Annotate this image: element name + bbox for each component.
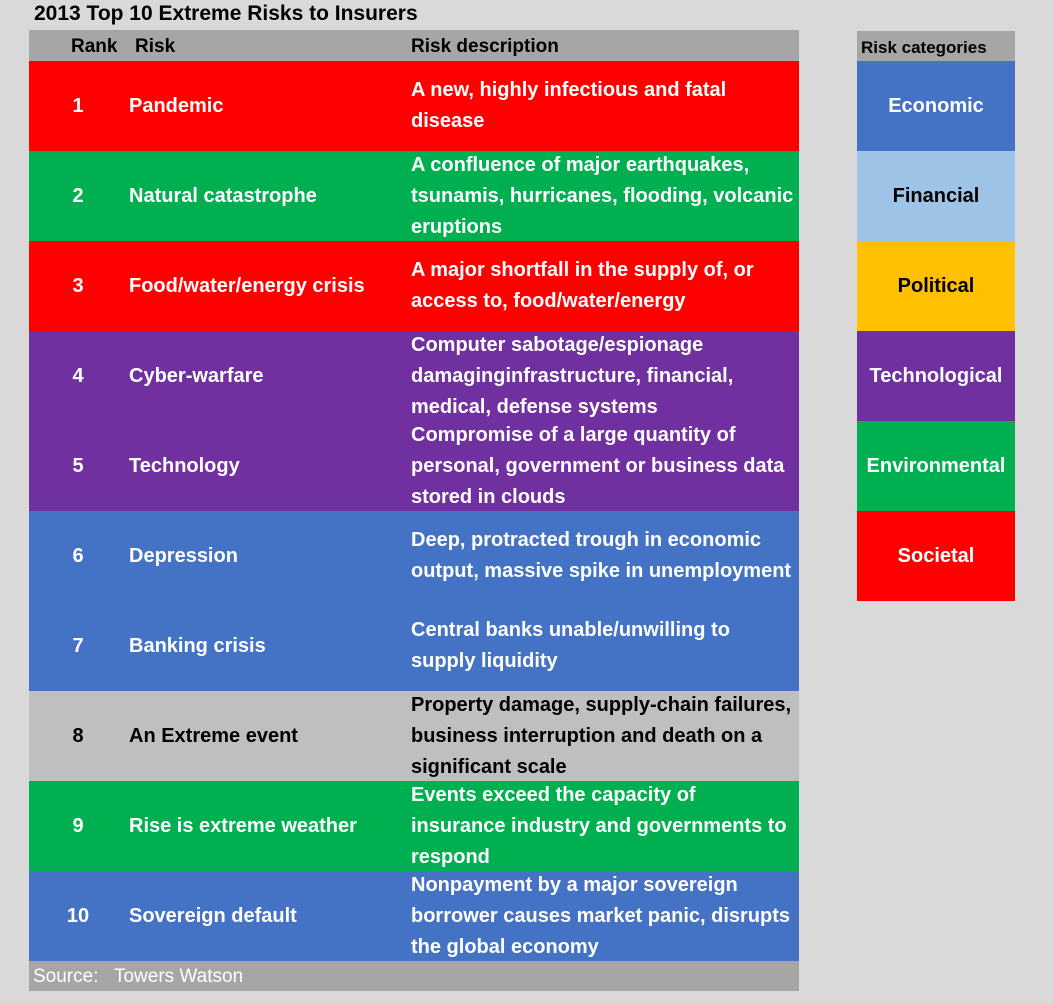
table-row <box>29 871 799 961</box>
risk-cell: Banking crisis <box>129 634 266 657</box>
rank-cell: 10 <box>66 904 90 927</box>
description-cell: A confluence of major earthquakes, tsunamis, hurricanes, flooding, volcanic eruptions <box>411 153 794 238</box>
risk-cell: Sovereign default <box>129 904 297 927</box>
rank-cell: 8 <box>72 724 84 747</box>
description-cell: Computer sabotage/espionage damaginginfrastructure, financial, medical, defense systems <box>411 333 734 418</box>
header-description: Risk description <box>411 36 559 57</box>
risk-cell: Technology <box>129 454 240 477</box>
risk-categories-legend <box>857 31 1015 601</box>
rank-cell: 3 <box>72 274 84 297</box>
risk-cell: Natural catastrophe <box>129 184 317 207</box>
rank-cell: 5 <box>72 454 84 477</box>
rank-cell: 6 <box>72 544 84 567</box>
table-row <box>29 511 799 601</box>
description-cell: Central banks unable/unwilling to supply liquidity <box>411 619 730 672</box>
risk-cell: Food/water/energy crisis <box>129 274 365 297</box>
rank-cell: 2 <box>72 184 84 207</box>
legend-item-technological: Technological <box>857 331 1015 421</box>
table-row <box>29 241 799 331</box>
description-cell: Compromise of a large quantity of personal, government or business data stored in clouds <box>411 423 785 508</box>
rank-cell: 4 <box>72 364 84 387</box>
description-cell: Nonpayment by a major sovereign borrower causes market panic, disrupts the global economy <box>411 873 791 958</box>
legend-item-political: Political <box>857 241 1015 331</box>
table-row <box>29 151 799 241</box>
rank-cell: 9 <box>72 814 84 837</box>
source-note: Source: Towers Watson <box>29 961 799 991</box>
risk-cell: An Extreme event <box>129 724 298 747</box>
risk-cell: Rise is extreme weather <box>129 814 357 837</box>
table-row <box>29 601 799 691</box>
description-cell: Deep, protracted trough in economic output, massive spike in unemployment <box>411 529 792 582</box>
risk-table <box>29 30 799 991</box>
legend-item-economic: Economic <box>857 61 1015 151</box>
legend-item-environmental: Environmental <box>857 421 1015 511</box>
legend-item-societal: Societal <box>857 511 1015 601</box>
table-row <box>29 781 799 871</box>
description-cell: A major shortfall in the supply of, or access to, food/water/energy <box>411 259 754 312</box>
header-rank: Rank <box>71 36 118 57</box>
description-cell: Property damage, supply-chain failures, business interruption and death on a significant scale <box>411 693 792 778</box>
description-cell: A new, highly infectious and fatal disease <box>411 79 727 132</box>
risk-cell: Pandemic <box>129 94 224 117</box>
table-row <box>29 421 799 511</box>
legend-items <box>857 61 1015 601</box>
table-row <box>29 691 799 781</box>
header-risk: Risk <box>135 36 176 57</box>
rank-cell: 1 <box>72 94 84 117</box>
risk-cell: Depression <box>129 544 238 567</box>
table-row <box>29 331 799 421</box>
table-header <box>29 30 799 61</box>
table-row <box>29 61 799 151</box>
description-cell: Events exceed the capacity of insurance industry and governments to respond <box>411 783 787 868</box>
legend-title: Risk categories <box>857 31 1015 61</box>
page-title: 2013 Top 10 Extreme Risks to Insurers <box>34 2 418 25</box>
rank-cell: 7 <box>72 634 84 657</box>
table-body <box>29 61 799 961</box>
risk-cell: Cyber-warfare <box>129 364 264 387</box>
legend-item-financial: Financial <box>857 151 1015 241</box>
